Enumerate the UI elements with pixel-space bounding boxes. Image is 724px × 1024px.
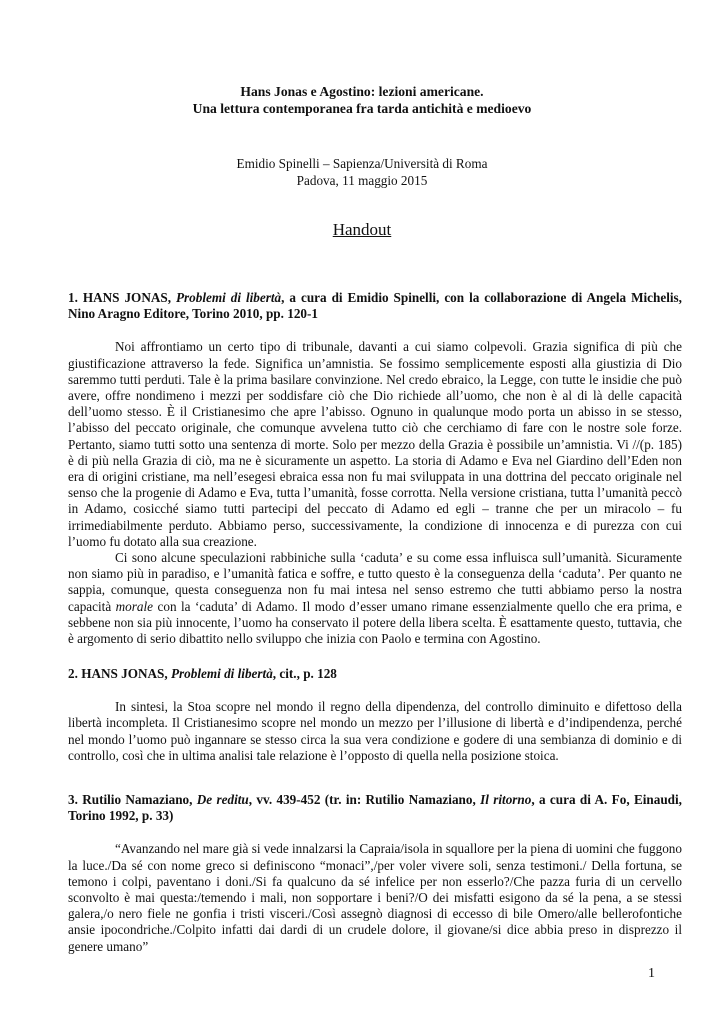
page-number: 1 [648, 966, 655, 981]
section-2-heading: 2. HANS JONAS, Problemi di libertà, cit., p. 128 [68, 666, 337, 681]
section-1-paragraph-2: Ci sono alcune speculazioni rabbiniche sulla ‘caduta’ e su come essa influisca sull’umanità. Sicuramente non siamo più in paradiso, e l’umanità fatica e soffre, e tutto questo è la conseguenza della ‘caduta’. Per quanto ne sappia, comunque, questa conseguenza non fu mai intesa nel senso estremo che tutti abbiamo perso la nostra capacità morale con la ‘caduta’ di Adamo. Il modo d’esser umano rimane essenzialmente quello che era prima, e sebbene non sia più innocente, l’uomo ha conservato il potere della libera scelta. È esattamente questo, tuttavia, che è argomento di serio dibattito nello sviluppo che inizia con Paolo e termina con Agostino. [68, 550, 682, 647]
author-affiliation: Emidio Spinelli – Sapienza/Università di Roma [236, 156, 488, 171]
document-title-line1: Hans Jonas e Agostino: lezioni americane. [240, 84, 484, 99]
section-2-paragraph: In sintesi, la Stoa scopre nel mondo il regno della dipendenza, del controllo diminuito e difettoso della libertà incompleta. Il Cristianesimo scopre nel mondo un mezzo per l’illusione di libertà e d’indipendenza, perché nel mondo l’uomo può ingannare se stesso circa la sua vera condizione e godere di una sembianza di dominio e di controllo, così che in ultima analisi tale relazione è l’opposto di quella nella posizione stoica. [68, 699, 682, 763]
section-1-heading: 1. HANS JONAS, Problemi di libertà, a cura di Emidio Spinelli, con la collaborazione di Angela Michelis, Nino Aragno Editore, Torino 2010, pp. 120-1 [68, 290, 682, 322]
section-3-heading: 3. Rutilio Namaziano, De reditu, vv. 439-452 (tr. in: Rutilio Namaziano, Il ritorno, a cura di A. Fo, Einaudi, Torino 1992, p. 33) [68, 792, 682, 824]
section-2 [68, 666, 682, 764]
document-title-line2: Una lettura contemporanea fra tarda antichità e medioevo [192, 101, 532, 116]
handout-heading: Handout [332, 220, 392, 239]
place-date: Padova, 11 maggio 2015 [296, 173, 428, 188]
section-1 [68, 290, 682, 647]
section-3 [68, 792, 682, 955]
section-3-quotation: “Avanzando nel mare già si vede innalzarsi la Capraia/isola in squallore per la piena di uomini che fuggono la luce./Da sé con nome greco si definiscono “monaci”,/per voler vivere soli, senza testimoni./ Della fortuna, se temono i colpi, paventano i doni./Si fa qualcuno da sé infelice per non esserlo?/Che pazza furia di un cervello sconvolto è mai questa:/temendo i mali, non sopportare i beni?/O dei misfatti esigono da sé la pena, a se stessi galera,/o nero fiele ne gonfia i tristi visceri./Così assegnò diagnosi di eccesso di bile Omero/alle bellerofontiche ansie ipocondriche./Colpito infatti dai dardi di un crudele dolore, il giovane/si dice abbia preso in disprezzo il genere umano” [68, 841, 682, 954]
section-1-paragraph-1: Noi affrontiamo un certo tipo di tribunale, davanti a cui siamo colpevoli. Grazia significa di più che giustificazione attraverso la fede. Significa un’amnistia. Se fossimo semplicemente esposti alla giustizia di Dio saremmo tutti perduti. Tale è la prima basilare convinzione. Nel credo ebraico, la Legge, con tutte le insidie che può avere, offre nondimeno i mezzi per soddisfare ciò che Dio richiede all’uomo, che non è al di là delle capacità dell’uomo stesso. È il Cristianesimo che apre l’abisso. Ognuno in qualunque modo porta un abisso in se stesso, l’abisso del peccato originale, che comunque avvelena tutto ciò che cerchiamo di fare con le nostre sole forze. Pertanto, siamo tutti sotto una sentenza di morte. Solo per mezzo della Grazia è possibile un’amnistia. Vi //(p. 185) è di più nella Grazia di ciò, ma ne è sicuramente un aspetto. La storia di Adamo e Eva nel Giardino dell’Eden non era di origini cristiane, ma nell’esegesi ebraica essa non fu mai sviluppata in una dottrina del peccato originale nel senso che la progenie di Adamo e Eva, tutta l’umanità, fosse corrotta. Nella versione cristiana, tutta l’umanità peccò in Adamo, cosicché siamo tutti partecipi del peccato di Adamo ed egli – tranne che per un miracolo – fu irrimediabilmente perduto. Abbiamo perso, successivamente, la condizione di innocenza e di purezza con cui l’uomo fu dotato alla sua creazione. [68, 339, 682, 549]
